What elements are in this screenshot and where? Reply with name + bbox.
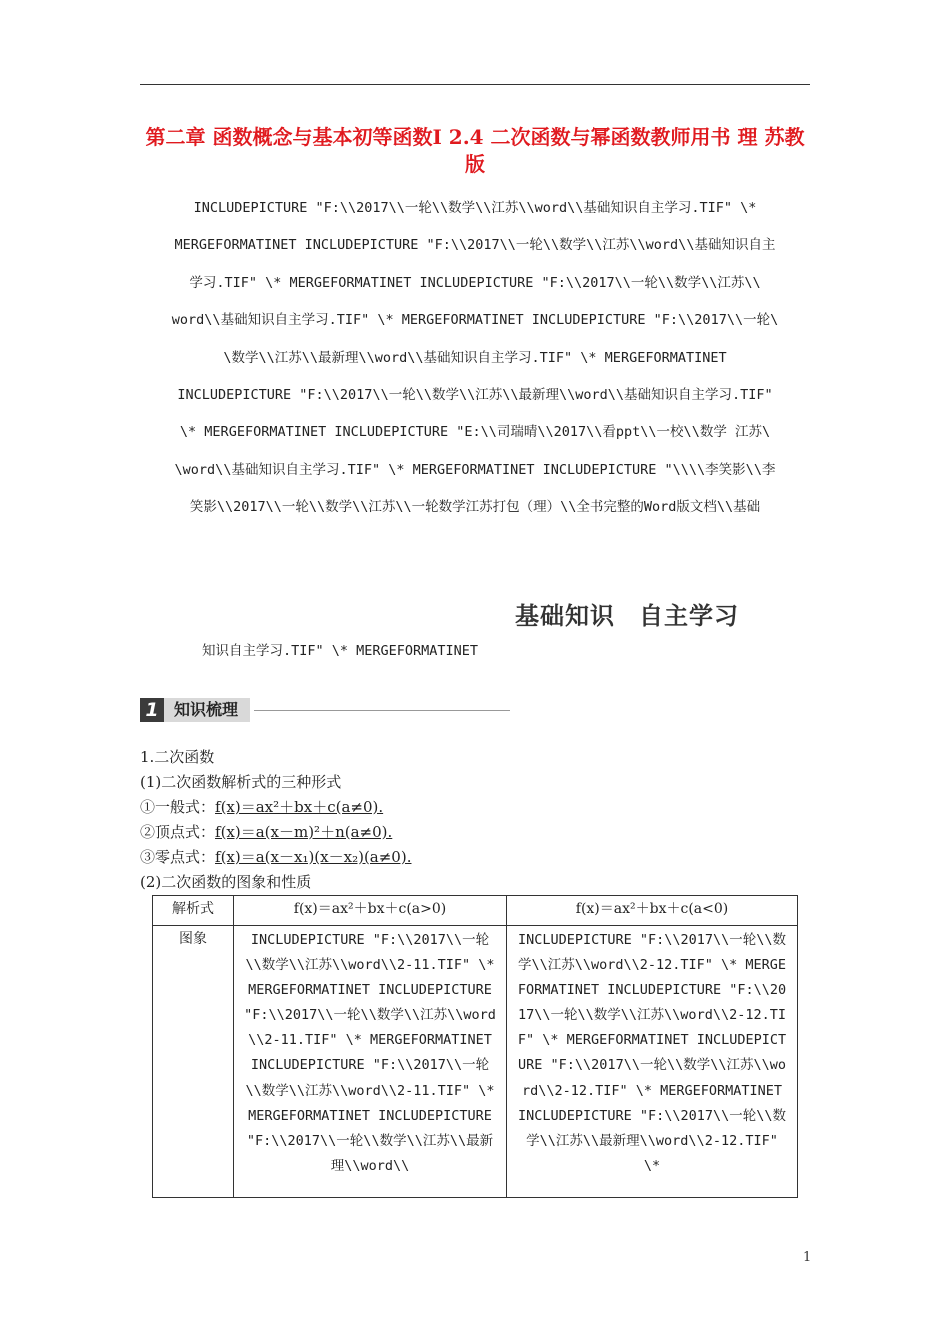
header-rule: [140, 84, 810, 85]
body-text: [140, 745, 810, 895]
table-header: f(x)＝ax²＋bx＋c(a<0): [507, 896, 798, 926]
body-line: (1)二次函数解析式的三种形式: [140, 773, 342, 791]
table-header: 解析式: [153, 896, 234, 926]
formula-expression: f(x)＝a(x－x₁)(x－x₂)(a≠0).: [215, 848, 412, 866]
formula-general: [140, 795, 810, 820]
field-code-line: \word\\基础知识自主学习.TIF" \* MERGEFORMATINET INCLUDEPICTURE "\\\\李笑影\\李: [174, 461, 776, 478]
formula-zero: [140, 845, 810, 870]
table-cell: [507, 926, 798, 1198]
table-cell-text: INCLUDEPICTURE "F:\\2017\\一轮\\数学\\江苏\\word\\2-11.TIF" \* MERGEFORMATINET INCLUDEPICTURE "F:\\2017\\一轮\\数学\\江苏\\word\\2-11.TIF" \* MERGEFORMATINET INCLUDEPICTURE "F:\\2017\\一轮\\数学\\江苏\\word\\2-11.TIF" \* MERGEFORMATINET INCLUDEPICTURE "F:\\2017\\一轮\\数学\\江苏\\最新理\\word\\: [244, 932, 496, 1174]
field-code-block: [140, 190, 810, 527]
formula-vertex: [140, 820, 810, 845]
formula-label: ③零点式：: [140, 848, 216, 866]
table-header-row: [153, 896, 798, 926]
heading-label: 知识梳理: [164, 698, 250, 722]
heading-number: 1: [140, 698, 164, 722]
body-line: (2)二次函数的图象和性质: [140, 873, 312, 891]
body-line: 1.二次函数: [140, 748, 215, 766]
field-code-tail: 知识自主学习.TIF" \* MERGEFORMATINET: [202, 643, 479, 659]
properties-table: [152, 895, 798, 1198]
formula-label: ②顶点式：: [140, 823, 216, 841]
document-title: 第二章 函数概念与基本初等函数Ⅰ 2.4 二次函数与幂函数教师用书 理 苏教版: [145, 125, 805, 176]
field-code-line: MERGEFORMATINET INCLUDEPICTURE "F:\\2017\\一轮\\数学\\江苏\\word\\基础知识自主: [174, 237, 776, 254]
field-code-line: INCLUDEPICTURE "F:\\2017\\一轮\\数学\\江苏\\最新理\\word\\基础知识自主学习.TIF": [177, 387, 773, 404]
field-code-line: \* MERGEFORMATINET INCLUDEPICTURE "E:\\司瑞晴\\2017\\看ppt\\一校\\数学 江苏\: [179, 424, 771, 441]
formula-label: ①一般式：: [140, 798, 216, 816]
field-code-line: 笑影\\2017\\一轮\\数学\\江苏\\一轮数学江苏打包（理）\\全书完整的Word版文档\\基础: [189, 499, 761, 516]
field-code-line: INCLUDEPICTURE "F:\\2017\\一轮\\数学\\江苏\\word\\基础知识自主学习.TIF" \*: [193, 200, 757, 216]
table-cell-text: INCLUDEPICTURE "F:\\2017\\一轮\\数学\\江苏\\word\\2-12.TIF" \* MERGEFORMATINET INCLUDEPICTURE "F:\\2017\\一轮\\数学\\江苏\\word\\2-12.TIF" \* MERGEFORMATINET INCLUDEPICTURE "F:\\2017\\一轮\\数学\\江苏\\word\\2-12.TIF" \* MERGEFORMATINET INCLUDEPICTURE "F:\\2017\\一轮\\数学\\江苏\\最新理\\word\\2-12.TIF" \*: [517, 932, 787, 1174]
formula-expression: f(x)＝a(x－m)²＋n(a≠0).: [215, 823, 393, 841]
knowledge-heading: [140, 698, 510, 722]
table-row-label: 图象: [153, 926, 234, 1198]
table-cell: [234, 926, 507, 1198]
field-code-line: word\\基础知识自主学习.TIF" \* MERGEFORMATINET INCLUDEPICTURE "F:\\2017\\一轮\: [171, 312, 779, 329]
formula-expression: f(x)＝ax²＋bx＋c(a≠0).: [215, 798, 384, 816]
heading-divider: [254, 710, 510, 711]
table-row: [153, 926, 798, 1198]
field-code-line: 学习.TIF" \* MERGEFORMATINET INCLUDEPICTURE "F:\\2017\\一轮\\数学\\江苏\\: [189, 274, 761, 291]
section-banner-part1: 基础知识: [515, 602, 615, 630]
field-code-line: \数学\\江苏\\最新理\\word\\基础知识自主学习.TIF" \* MERGEFORMATINET: [223, 349, 727, 366]
section-banner-part2: 自主学习: [639, 602, 739, 630]
section-banner: [515, 596, 739, 631]
page-number: 1: [803, 1250, 812, 1265]
table-header: f(x)＝ax²＋bx＋c(a>0): [234, 896, 507, 926]
